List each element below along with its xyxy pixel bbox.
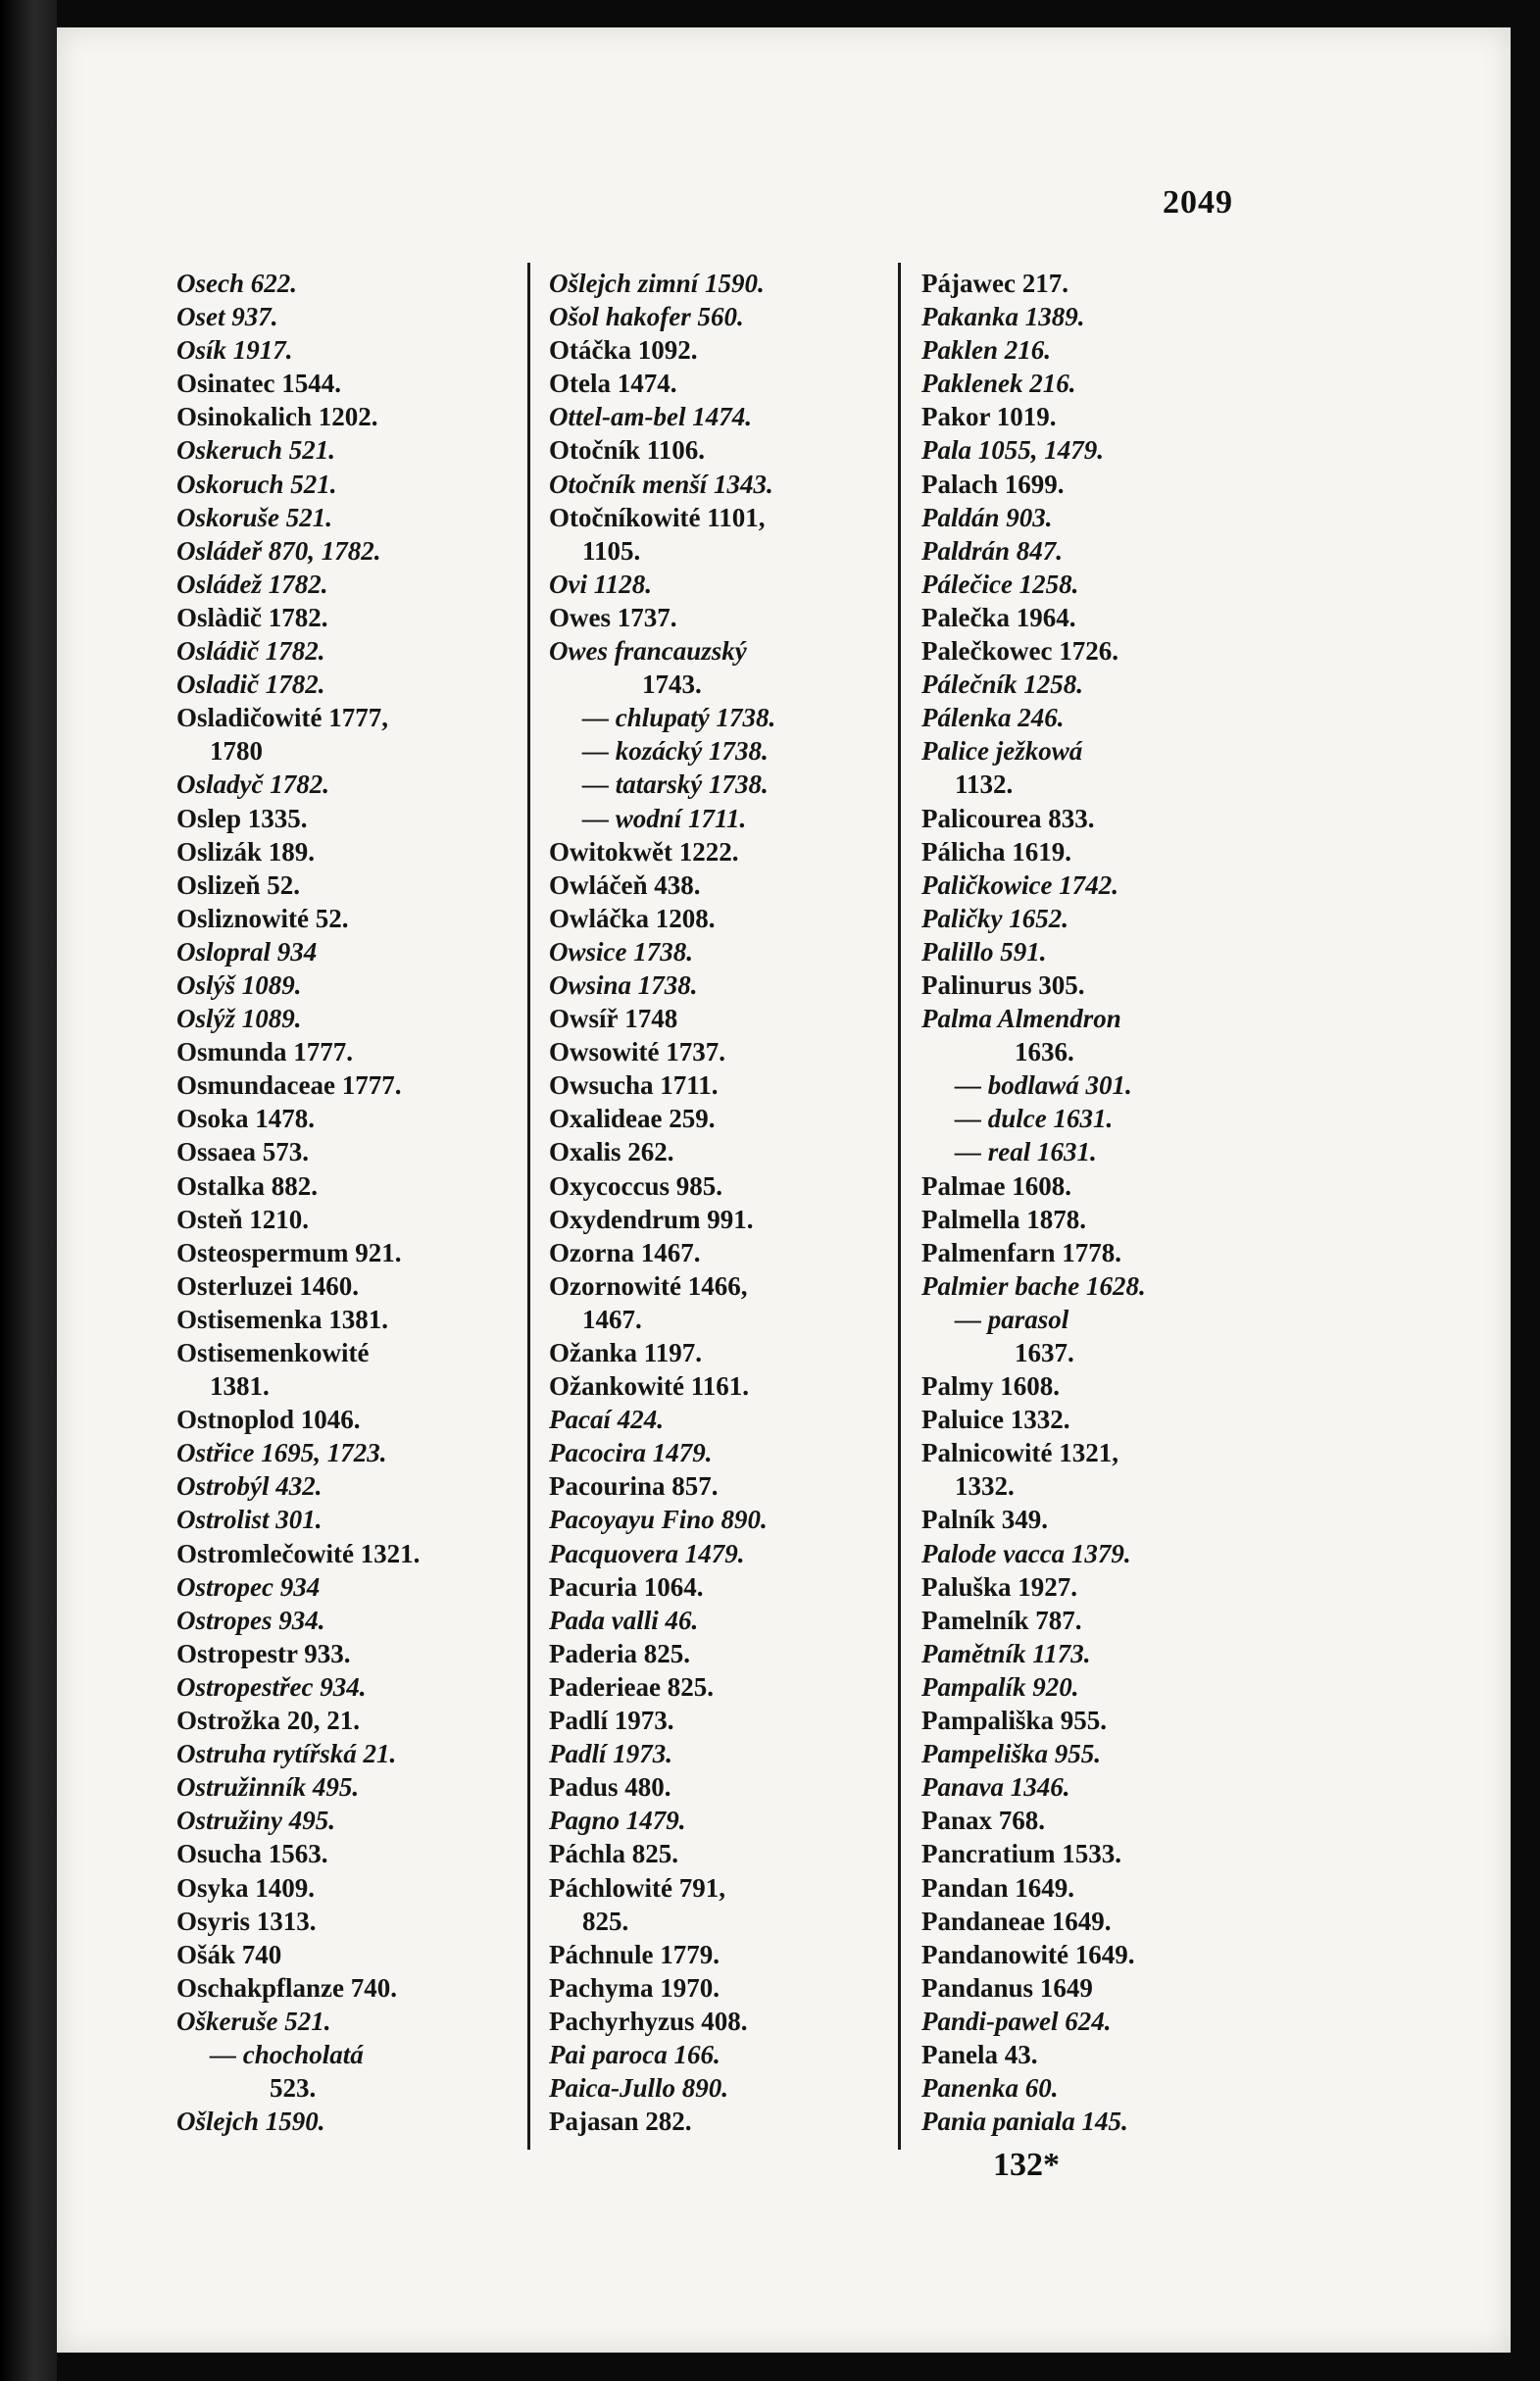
column-rule xyxy=(898,263,901,2150)
index-entry: Pachyrhyzus 408. xyxy=(549,2006,748,2036)
index-entry: Osík 1917. xyxy=(176,335,293,366)
column-rule xyxy=(527,263,530,2150)
index-entry: Ožankowité 1161. xyxy=(549,1371,750,1402)
index-entry: Pakanka 1389. xyxy=(921,302,1085,332)
index-entry: 1637. xyxy=(1015,1338,1074,1367)
index-entry: Osyka 1409. xyxy=(176,1872,316,1903)
index-entry: Palmae 1608. xyxy=(921,1170,1071,1201)
index-entry: Paklen 216. xyxy=(921,335,1051,366)
index-entry: Ostropec 934 xyxy=(176,1571,321,1602)
index-entry: Ostružinník 495. xyxy=(176,1772,360,1803)
index-entry: — parasol xyxy=(955,1304,1069,1334)
index-entry: Ostropestr 933. xyxy=(176,1638,351,1668)
index-entry: Palmier bache 1628. xyxy=(921,1270,1146,1301)
index-entry: Ottel-am-bel 1474. xyxy=(549,402,752,432)
index-column-3 xyxy=(921,267,1146,2138)
index-entry: — chocholatá xyxy=(210,2039,364,2069)
index-entry: Panenka 60. xyxy=(921,2073,1059,2104)
index-entry: — real 1631. xyxy=(955,1137,1097,1167)
index-entry: — kozácký 1738. xyxy=(582,736,769,767)
index-entry: Palmy 1608. xyxy=(921,1371,1060,1402)
scan-left-edge xyxy=(0,0,57,2381)
index-entry: Pai paroca 166. xyxy=(549,2039,720,2069)
index-entry: Ostrobýl 432. xyxy=(176,1471,323,1502)
index-entry: Oslep 1335. xyxy=(176,803,308,833)
index-entry: Ošák 740 xyxy=(176,1939,282,1969)
index-entry: 523. xyxy=(270,2073,317,2104)
index-entry: Oxycoccus 985. xyxy=(549,1170,722,1201)
index-entry: Pampališka 955. xyxy=(921,1706,1108,1736)
index-entry: Pandanowité 1649. xyxy=(921,1939,1135,1969)
index-entry: Osucha 1563. xyxy=(176,1839,328,1869)
index-entry: Pajasan 282. xyxy=(549,2107,692,2137)
index-entry: Ossaea 573. xyxy=(176,1137,309,1167)
index-entry: Paluška 1927. xyxy=(921,1571,1078,1602)
index-entry: Palmenfarn 1778. xyxy=(921,1237,1121,1267)
index-entry: Oset 937. xyxy=(176,302,278,332)
index-entry: — bodlawá 301. xyxy=(955,1070,1132,1101)
index-entry: Paderia 825. xyxy=(549,1638,690,1668)
index-entry: 1332. xyxy=(955,1471,1015,1502)
index-entry: Owsowité 1737. xyxy=(549,1037,725,1067)
index-entry: Páchlowité 791, xyxy=(549,1872,725,1903)
index-entry: Ostisemenka 1381. xyxy=(176,1304,388,1334)
index-entry: Owsucha 1711. xyxy=(549,1070,719,1101)
index-entry: Pampeliška 955. xyxy=(921,1739,1101,1769)
index-entry: — tatarský 1738. xyxy=(582,769,769,800)
index-entry: Panava 1346. xyxy=(921,1772,1070,1803)
index-entry: Osladič 1782. xyxy=(176,670,325,700)
index-entry: Ostrolist 301. xyxy=(176,1505,323,1535)
index-entry: Oxalis 262. xyxy=(549,1137,674,1167)
index-entry: Paluice 1332. xyxy=(921,1405,1070,1435)
index-entry: Oxydendrum 991. xyxy=(549,1204,754,1234)
index-entry: Pachyma 1970. xyxy=(549,1972,720,2003)
index-column-2 xyxy=(549,267,775,2138)
page-number: 2049 xyxy=(1163,184,1233,221)
index-entry: Pampalík 920. xyxy=(921,1671,1079,1702)
index-entry: Oschakpflanze 740. xyxy=(176,1972,398,2003)
index-entry: Páchnule 1779. xyxy=(549,1939,720,1969)
index-entry: Osinokalich 1202. xyxy=(176,402,378,432)
index-entry: Pagno 1479. xyxy=(549,1806,686,1836)
index-entry: Ozornowité 1466, xyxy=(549,1270,748,1301)
index-entry: Pala 1055, 1479. xyxy=(921,435,1104,466)
index-entry: Owláčka 1208. xyxy=(549,903,716,933)
index-column-1 xyxy=(176,267,420,2138)
index-entry: Oškeruše 521. xyxy=(176,2006,331,2036)
index-entry: Paličky 1652. xyxy=(921,903,1068,933)
index-entry: Ostropes 934. xyxy=(176,1605,325,1635)
index-entry: Palečkowec 1726. xyxy=(921,636,1118,667)
index-entry: Ošol hakofer 560. xyxy=(549,302,744,332)
index-entry: Osyris 1313. xyxy=(176,1906,317,1936)
index-entry: Páchla 825. xyxy=(549,1839,678,1869)
index-entry: Ostružiny 495. xyxy=(176,1806,336,1836)
index-entry: Owes 1737. xyxy=(549,602,677,632)
index-entry: Pania paniala 145. xyxy=(921,2107,1128,2137)
index-entry: 1467. xyxy=(582,1304,642,1334)
index-entry: Oslàdič 1782. xyxy=(176,602,328,632)
index-entry: Osládeř 870, 1782. xyxy=(176,535,381,566)
index-entry: Panela 43. xyxy=(921,2039,1038,2069)
index-entry: Ozorna 1467. xyxy=(549,1237,701,1267)
index-entry: Pamětník 1173. xyxy=(921,1638,1091,1668)
index-entry: Owitokwět 1222. xyxy=(549,836,739,867)
index-entry: 825. xyxy=(582,1906,629,1936)
index-entry: Oslýž 1089. xyxy=(176,1004,302,1034)
index-entry: Pandi-pawel 624. xyxy=(921,2006,1112,2036)
index-entry: Pálečice 1258. xyxy=(921,569,1079,599)
index-entry: Paklenek 216. xyxy=(921,369,1076,399)
index-entry: 1105. xyxy=(582,535,641,566)
index-entry: Ostromlečowité 1321. xyxy=(176,1538,421,1568)
index-entry: Ostrožka 20, 21. xyxy=(176,1706,360,1736)
index-entry: Ostnoplod 1046. xyxy=(176,1405,361,1435)
index-entry: Ovi 1128. xyxy=(549,569,652,599)
index-entry: Oskeruch 521. xyxy=(176,435,336,466)
index-entry: Paica-Jullo 890. xyxy=(549,2073,728,2104)
index-entry: Palinurus 305. xyxy=(921,969,1085,1000)
index-entry: Oskoruch 521. xyxy=(176,469,337,499)
index-entry: Paldán 903. xyxy=(921,502,1053,532)
index-entry: Osladyč 1782. xyxy=(176,769,329,800)
index-entry: Palice ježkowá xyxy=(921,736,1083,767)
index-entry: Osmundaceae 1777. xyxy=(176,1070,402,1101)
index-entry: Pálicha 1619. xyxy=(921,836,1071,867)
index-entry: Otáčka 1092. xyxy=(549,335,698,366)
book-page xyxy=(57,27,1511,2353)
index-entry: Padus 480. xyxy=(549,1772,671,1803)
index-entry: Ostruha rytířská 21. xyxy=(176,1739,397,1769)
index-entry: Otočník menší 1343. xyxy=(549,469,773,499)
index-entry: Ošlejch zimní 1590. xyxy=(549,269,765,298)
index-entry: 1381. xyxy=(210,1371,270,1402)
index-entry: Osterluzei 1460. xyxy=(176,1270,359,1301)
index-entry: Palicourea 833. xyxy=(921,803,1095,833)
index-entry: Osoka 1478. xyxy=(176,1104,316,1134)
index-entry: Ošlejch 1590. xyxy=(176,2107,325,2137)
index-entry: Oxalideae 259. xyxy=(549,1104,716,1134)
index-entry: Osteň 1210. xyxy=(176,1204,309,1234)
index-entry: Palillo 591. xyxy=(921,936,1047,967)
index-entry: Pancratium 1533. xyxy=(921,1839,1121,1869)
index-entry: Osinatec 1544. xyxy=(176,369,341,399)
index-entry: Otočníkowité 1101, xyxy=(549,502,766,532)
index-entry: Palnicowité 1321, xyxy=(921,1438,1118,1468)
index-entry: Palach 1699. xyxy=(921,469,1065,499)
index-entry: Paličkowice 1742. xyxy=(921,869,1118,900)
index-entry: Ostisemenkowité xyxy=(176,1338,370,1367)
index-entry: Palmella 1878. xyxy=(921,1204,1086,1234)
index-entry: 1636. xyxy=(1015,1037,1074,1067)
index-entry: Owláčeň 438. xyxy=(549,869,701,900)
index-entry: Osech 622. xyxy=(176,269,297,298)
index-entry: Ožanka 1197. xyxy=(549,1338,703,1367)
index-entry: Pandanus 1649 xyxy=(921,1972,1093,2003)
index-entry: Palník 349. xyxy=(921,1505,1049,1535)
index-entry: Owsice 1738. xyxy=(549,936,693,967)
index-entry: Pálenka 246. xyxy=(921,703,1065,733)
index-entry: Ostalka 882. xyxy=(176,1170,319,1201)
index-entry: Paderieae 825. xyxy=(549,1671,714,1702)
index-entry: Pacaí 424. xyxy=(549,1405,664,1435)
index-entry: Palode vacca 1379. xyxy=(921,1538,1131,1568)
index-entry: Paldrán 847. xyxy=(921,535,1064,566)
index-entry: Osliznowité 52. xyxy=(176,903,349,933)
index-entry: Pamelník 787. xyxy=(921,1605,1082,1635)
index-entry: Oslizeň 52. xyxy=(176,869,300,900)
index-entry: Ostropestřec 934. xyxy=(176,1671,367,1702)
index-entry: Pada valli 46. xyxy=(549,1605,699,1635)
index-entry: Padlí 1973. xyxy=(549,1706,674,1736)
index-entry: — chlupatý 1738. xyxy=(582,703,776,733)
index-entry: Oslopral 934 xyxy=(176,936,318,967)
index-entry: Oslizák 189. xyxy=(176,836,316,867)
index-entry: Palma Almendron xyxy=(921,1004,1121,1034)
index-entry: Panax 768. xyxy=(921,1806,1046,1836)
index-entry: Pacourina 857. xyxy=(549,1471,719,1502)
index-entry: 1743. xyxy=(642,670,702,700)
index-entry: Osládež 1782. xyxy=(176,569,328,599)
index-entry: 1780 xyxy=(210,736,263,767)
index-entry: Osmunda 1777. xyxy=(176,1037,354,1067)
index-entry: Palečka 1964. xyxy=(921,602,1076,632)
index-entry: Pájawec 217. xyxy=(921,269,1068,298)
index-entry: Pakor 1019. xyxy=(921,402,1057,432)
index-entry: Otela 1474. xyxy=(549,369,677,399)
index-entry: Otočník 1106. xyxy=(549,435,706,466)
index-entry: Pandan 1649. xyxy=(921,1872,1075,1903)
index-entry: Pacoyayu Fino 890. xyxy=(549,1505,768,1535)
index-entry: Osládič 1782. xyxy=(176,636,325,667)
index-entry: Osteospermum 921. xyxy=(176,1237,402,1267)
index-entry: Owsina 1738. xyxy=(549,969,698,1000)
index-entry: Padlí 1973. xyxy=(549,1739,672,1769)
index-entry: Owes francauzský xyxy=(549,636,747,667)
index-entry: Pacocira 1479. xyxy=(549,1438,713,1468)
index-entry: Owsíř 1748 xyxy=(549,1004,678,1034)
index-entry: Pacuria 1064. xyxy=(549,1571,704,1602)
index-entry: Oslýš 1089. xyxy=(176,969,302,1000)
index-entry: 1132. xyxy=(955,769,1014,800)
index-entry: Pálečník 1258. xyxy=(921,670,1083,700)
index-entry: Oskoruše 521. xyxy=(176,502,333,532)
index-entry: Osladičowité 1777, xyxy=(176,703,388,733)
index-entry: Ostřice 1695, 1723. xyxy=(176,1438,387,1468)
index-entry: — wodní 1711. xyxy=(582,803,747,833)
index-entry: Pacquovera 1479. xyxy=(549,1538,745,1568)
index-entry: — dulce 1631. xyxy=(955,1104,1114,1134)
printer-signature: 132* xyxy=(993,2147,1060,2183)
index-entry: Pandaneae 1649. xyxy=(921,1906,1112,1936)
